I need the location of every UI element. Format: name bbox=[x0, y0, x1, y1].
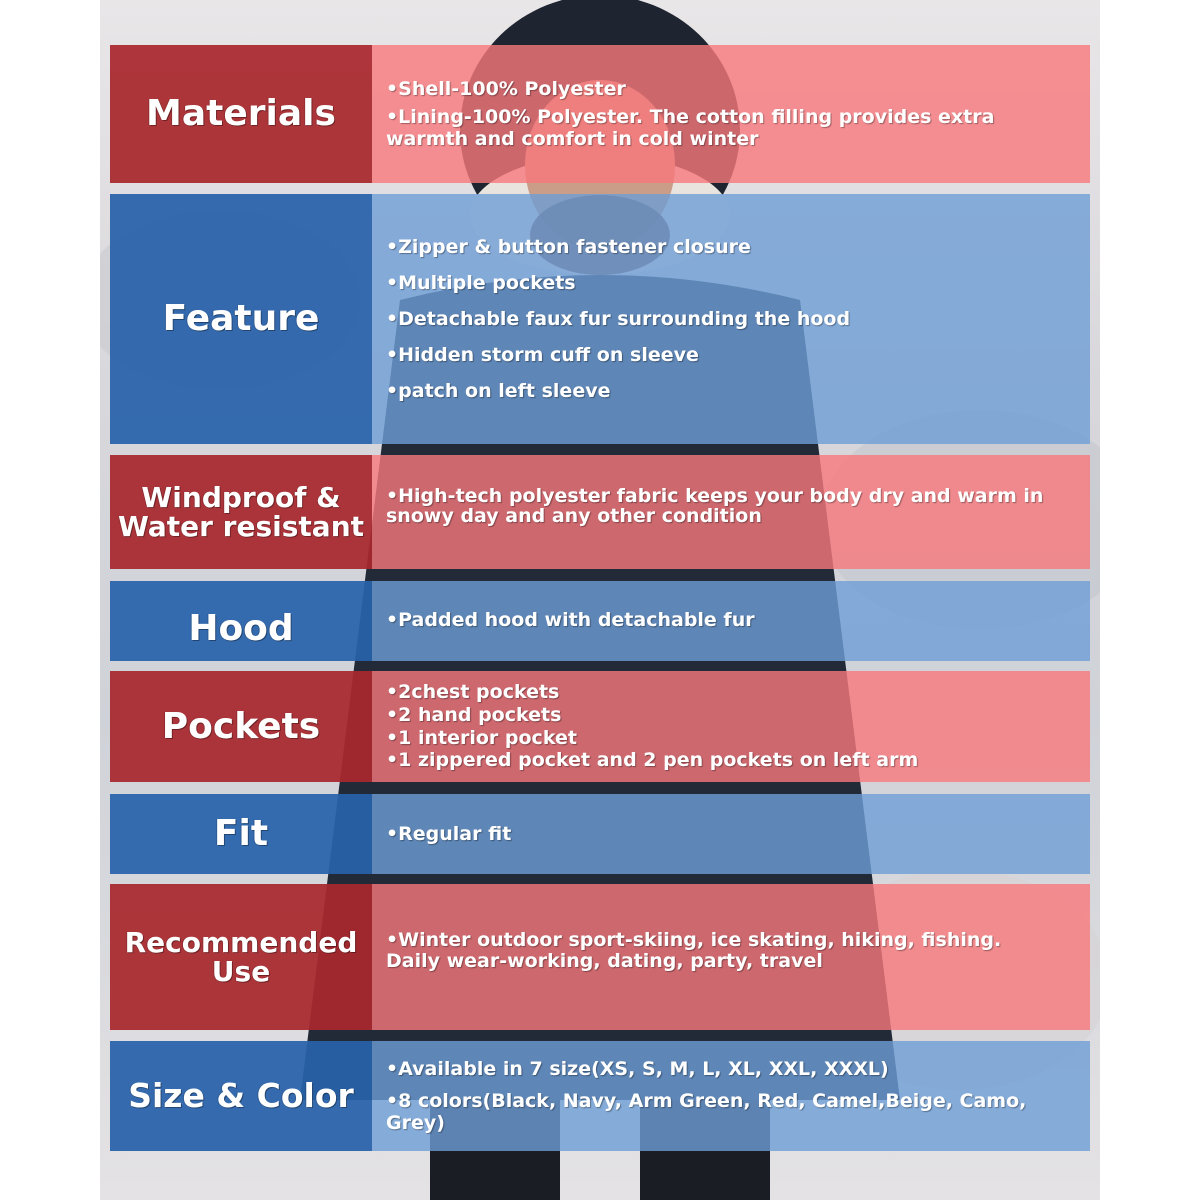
spec-item: •Padded hood with detachable fur bbox=[386, 609, 755, 631]
spec-item: •Lining-100% Polyester. The cotton filling provides extra warmth and comfort in cold winter bbox=[386, 106, 995, 150]
spec-item: •Shell-100% Polyester bbox=[386, 78, 626, 100]
spec-item: •8 colors(Black, Navy, Arm Green, Red, Camel,Beige, Camo, Grey) bbox=[386, 1090, 1027, 1134]
spec-item: •2 hand pockets bbox=[386, 703, 562, 726]
spec-label: Size & Color bbox=[110, 1041, 372, 1151]
spec-content bbox=[372, 1041, 1090, 1151]
spec-row-recommended-use bbox=[110, 884, 1090, 1030]
spec-content bbox=[372, 794, 1090, 874]
spec-row-feature bbox=[110, 194, 1090, 444]
spec-content bbox=[372, 671, 1090, 782]
spec-item: •patch on left sleeve bbox=[386, 380, 611, 402]
spec-content bbox=[372, 455, 1090, 569]
spec-label: Windproof & Water resistant bbox=[110, 455, 372, 569]
spec-label: Feature bbox=[110, 194, 372, 444]
spec-label: Pockets bbox=[110, 671, 372, 782]
spec-content bbox=[372, 884, 1090, 1030]
spec-label: Fit bbox=[110, 794, 372, 874]
spec-item: •2chest pockets bbox=[386, 680, 560, 703]
spec-row-pockets bbox=[110, 671, 1090, 782]
spec-label: Recommended Use bbox=[110, 884, 372, 1030]
spec-item: •1 zippered pocket and 2 pen pockets on left arm bbox=[386, 749, 919, 772]
spec-item: •Available in 7 size(XS, S, M, L, XL, XXL, XXXL) bbox=[386, 1058, 889, 1080]
spec-item: •Zipper & button fastener closure bbox=[386, 236, 751, 258]
spec-content bbox=[372, 194, 1090, 444]
spec-item: •Winter outdoor sport-skiing, ice skating, hiking, fishing. Daily wear-working, dating, party, travel bbox=[386, 929, 1002, 972]
spec-label: Hood bbox=[110, 581, 372, 661]
spec-row-hood bbox=[110, 581, 1090, 661]
spec-row-size-color bbox=[110, 1041, 1090, 1151]
spec-item: •Detachable faux fur surrounding the hood bbox=[386, 308, 851, 330]
spec-item: •Hidden storm cuff on sleeve bbox=[386, 344, 699, 366]
product-photo-background bbox=[100, 0, 1100, 1200]
spec-row-materials bbox=[110, 45, 1090, 183]
spec-item: •High-tech polyester fabric keeps your body dry and warm in snowy day and any other condition bbox=[386, 485, 1044, 527]
spec-row-windproof bbox=[110, 455, 1090, 569]
spec-content bbox=[372, 45, 1090, 183]
spec-item: •Regular fit bbox=[386, 823, 512, 845]
spec-item: •1 interior pocket bbox=[386, 726, 577, 749]
spec-label: Materials bbox=[110, 45, 372, 183]
spec-row-fit bbox=[110, 794, 1090, 874]
spec-item: •Multiple pockets bbox=[386, 272, 576, 294]
spec-content bbox=[372, 581, 1090, 661]
